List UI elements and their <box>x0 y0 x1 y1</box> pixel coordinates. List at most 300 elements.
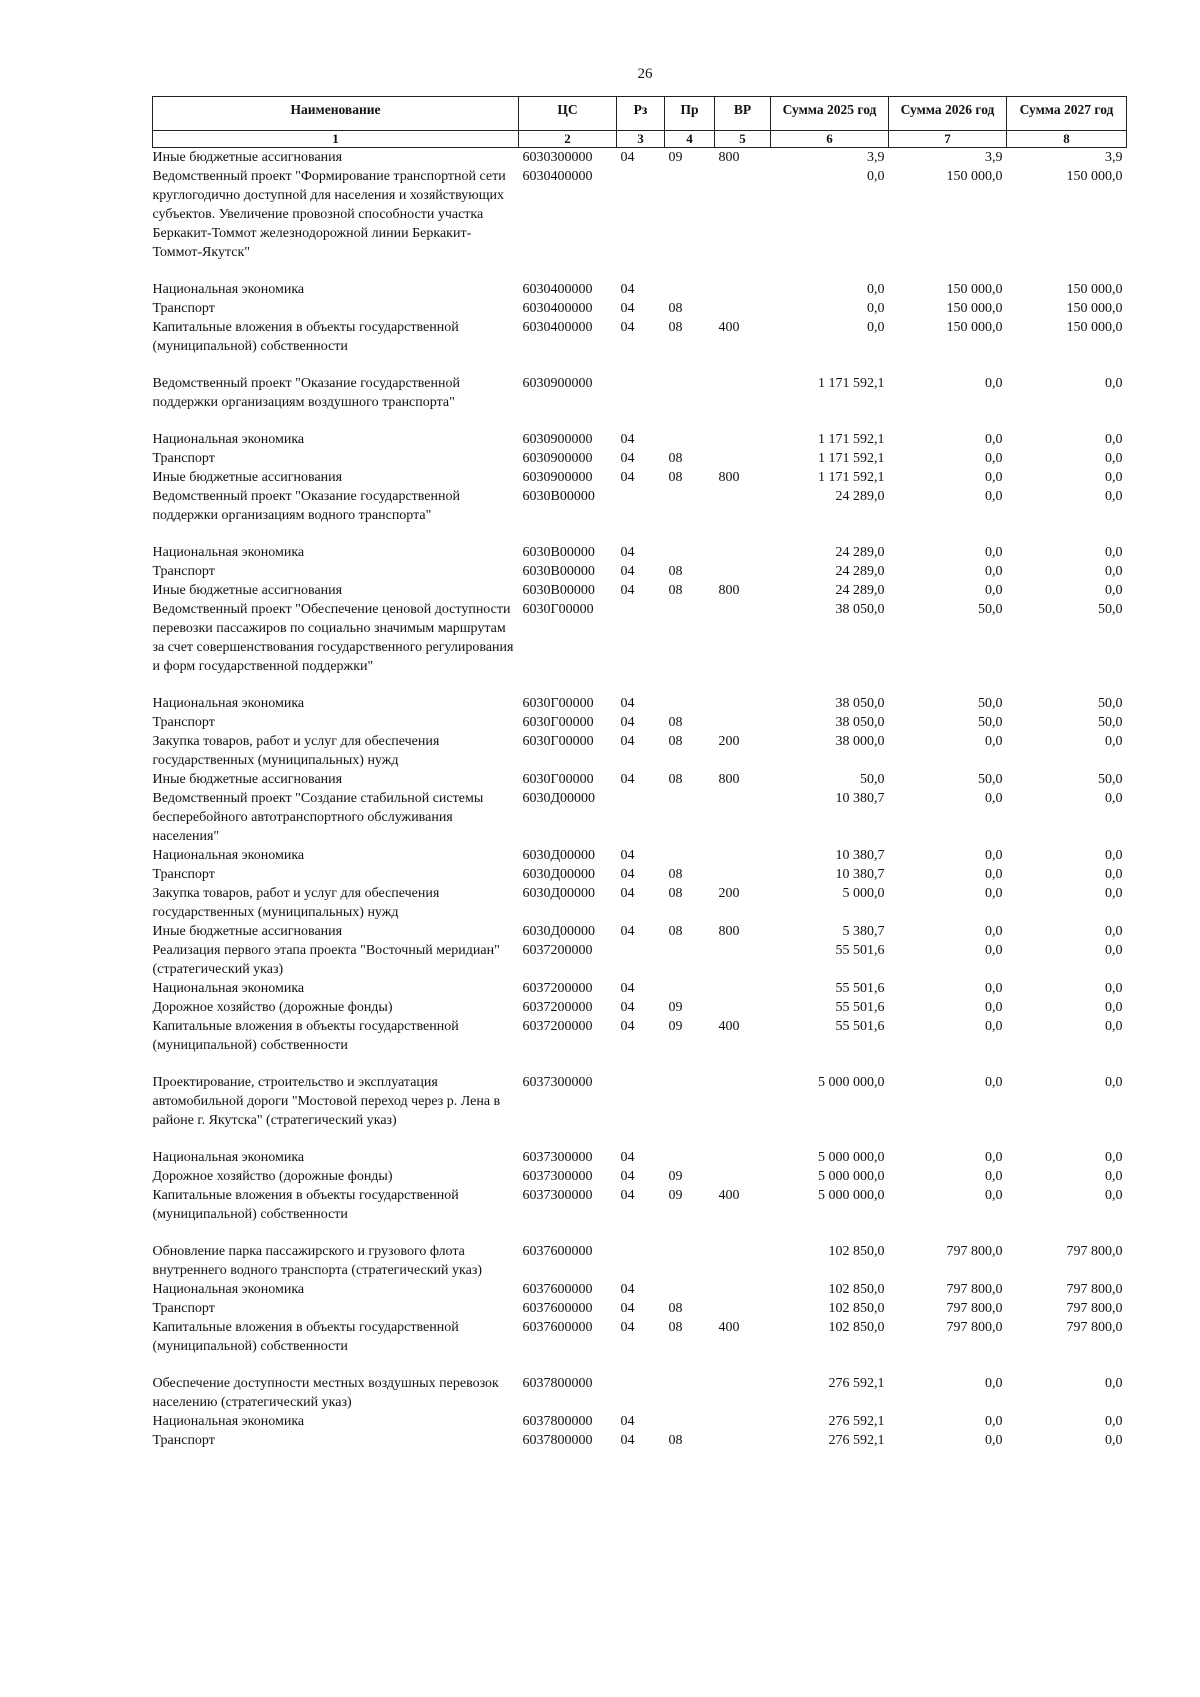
row-pr-code <box>665 941 715 979</box>
header-rz: Рз <box>617 97 665 131</box>
row-vr-code: 800 <box>718 470 740 485</box>
row-vr-code <box>715 1280 771 1299</box>
row-name: Капитальные вложения в объекты государственной (муниципальной) собственности <box>152 1320 459 1354</box>
row-sum-2027: 0,0 <box>1105 1000 1123 1015</box>
row-rz-code <box>617 1374 665 1412</box>
header-cs: ЦС <box>519 97 617 131</box>
table-row <box>153 600 1127 694</box>
row-sum-2027: 0,0 <box>1105 1150 1123 1165</box>
row-pr-code <box>665 1280 715 1299</box>
row-sum-2025: 10 380,7 <box>835 848 885 863</box>
row-cs-code: 6037800000 <box>522 1433 593 1448</box>
row-vr-code: 800 <box>718 583 740 598</box>
row-sum-2025: 5 000,0 <box>842 886 885 901</box>
row-sum-2026: 0,0 <box>985 981 1003 996</box>
row-sum-2027: 0,0 <box>1105 734 1123 749</box>
row-pr-code: 09 <box>668 1169 683 1184</box>
header-sum-2026: Сумма 2026 год <box>889 97 1007 131</box>
row-sum-2026: 0,0 <box>985 943 1003 958</box>
row-sum-2025: 24 289,0 <box>835 564 885 579</box>
row-sum-2025: 5 380,7 <box>842 924 885 939</box>
row-pr-code <box>665 374 715 430</box>
row-name: Транспорт <box>152 564 215 579</box>
row-name: Национальная экономика <box>152 696 305 711</box>
row-cs-code: 6030Г00000 <box>522 602 594 617</box>
table-row <box>153 1242 1127 1280</box>
row-rz-code <box>617 167 665 280</box>
row-pr-code: 08 <box>668 564 683 579</box>
row-pr-code: 09 <box>668 1019 683 1034</box>
row-cs-code: 6037600000 <box>522 1244 593 1259</box>
row-pr-code <box>665 1374 715 1412</box>
row-sum-2025: 102 850,0 <box>828 1282 885 1297</box>
table-row <box>153 1186 1127 1242</box>
row-name: Ведомственный проект "Оказание государственной поддержки организациям воздушного транспорта" <box>152 376 461 410</box>
table-row <box>153 998 1127 1017</box>
row-sum-2025: 24 289,0 <box>835 489 885 504</box>
row-sum-2025: 0,0 <box>867 301 885 316</box>
row-name: Иные бюджетные ассигнования <box>152 470 343 485</box>
row-cs-code: 6037200000 <box>522 1000 593 1015</box>
row-pr-code: 08 <box>668 1320 683 1335</box>
row-cs-code: 6030В00000 <box>522 583 595 598</box>
row-sum-2026: 0,0 <box>985 1376 1003 1391</box>
row-sum-2026: 0,0 <box>985 376 1003 391</box>
column-number-row <box>153 131 1127 148</box>
row-sum-2027: 50,0 <box>1098 772 1123 787</box>
row-sum-2026: 0,0 <box>985 564 1003 579</box>
table-row <box>153 1073 1127 1148</box>
row-sum-2026: 0,0 <box>985 545 1003 560</box>
row-rz-code <box>617 1073 665 1148</box>
row-name: Национальная экономика <box>152 981 305 996</box>
row-rz-code: 04 <box>620 301 635 316</box>
row-pr-code <box>665 1412 715 1431</box>
column-number: 5 <box>715 131 771 148</box>
row-sum-2027: 150 000,0 <box>1066 301 1123 316</box>
row-cs-code: 6030Г00000 <box>522 772 594 787</box>
row-sum-2027: 0,0 <box>1105 432 1123 447</box>
row-sum-2026: 0,0 <box>985 1019 1003 1034</box>
row-cs-code: 6037200000 <box>522 943 593 958</box>
row-name: Национальная экономика <box>152 848 305 863</box>
row-rz-code: 04 <box>620 696 635 711</box>
column-number: 1 <box>153 131 519 148</box>
row-sum-2027: 150 000,0 <box>1066 169 1123 184</box>
row-sum-2027: 0,0 <box>1105 886 1123 901</box>
row-sum-2027: 3,9 <box>1105 150 1123 165</box>
row-sum-2025: 102 850,0 <box>828 1320 885 1335</box>
row-rz-code: 04 <box>620 867 635 882</box>
column-number: 2 <box>519 131 617 148</box>
table-row <box>153 865 1127 884</box>
row-sum-2026: 0,0 <box>985 470 1003 485</box>
row-vr-code <box>715 979 771 998</box>
row-pr-code: 08 <box>668 867 683 882</box>
row-name: Проектирование, строительство и эксплуатация автомобильной дороги "Мостовой переход через р. Лена в районе г. Якутска" (стратегический указ) <box>152 1075 501 1128</box>
row-sum-2027: 50,0 <box>1098 715 1123 730</box>
row-sum-2025: 38 050,0 <box>835 715 885 730</box>
row-sum-2025: 55 501,6 <box>835 943 885 958</box>
row-rz-code: 04 <box>620 470 635 485</box>
row-vr-code <box>715 998 771 1017</box>
row-rz-code: 04 <box>620 1150 635 1165</box>
row-cs-code: 6037200000 <box>522 1019 593 1034</box>
row-sum-2027: 0,0 <box>1105 1019 1123 1034</box>
row-pr-code: 08 <box>668 924 683 939</box>
row-pr-code: 08 <box>668 301 683 316</box>
row-cs-code: 6030300000 <box>522 150 593 165</box>
header-sum-2025: Сумма 2025 год <box>771 97 889 131</box>
row-sum-2025: 10 380,7 <box>835 791 885 806</box>
row-rz-code: 04 <box>620 150 635 165</box>
row-cs-code: 6037600000 <box>522 1301 593 1316</box>
header-pr: Пр <box>665 97 715 131</box>
row-vr-code <box>715 1073 771 1148</box>
row-sum-2027: 0,0 <box>1105 943 1123 958</box>
row-sum-2026: 797 800,0 <box>946 1282 1003 1297</box>
column-number: 8 <box>1007 131 1127 148</box>
row-rz-code <box>617 374 665 430</box>
row-cs-code: 6037600000 <box>522 1282 593 1297</box>
row-sum-2025: 24 289,0 <box>835 545 885 560</box>
row-cs-code: 6030В00000 <box>522 545 595 560</box>
row-sum-2027: 797 800,0 <box>1066 1301 1123 1316</box>
row-rz-code: 04 <box>620 564 635 579</box>
header-sum-2027: Сумма 2027 год <box>1007 97 1127 131</box>
row-sum-2027: 797 800,0 <box>1066 1244 1123 1259</box>
row-sum-2026: 0,0 <box>985 791 1003 806</box>
column-number: 6 <box>771 131 889 148</box>
row-name: Транспорт <box>152 451 215 466</box>
row-cs-code: 6030Д00000 <box>522 924 596 939</box>
row-sum-2026: 0,0 <box>985 1000 1003 1015</box>
row-vr-code <box>715 1374 771 1412</box>
row-sum-2027: 0,0 <box>1105 489 1123 504</box>
table-row <box>153 922 1127 941</box>
row-rz-code: 04 <box>620 451 635 466</box>
row-cs-code: 6037800000 <box>522 1414 593 1429</box>
row-sum-2026: 0,0 <box>985 867 1003 882</box>
row-sum-2027: 150 000,0 <box>1066 320 1123 335</box>
table-row <box>153 941 1127 979</box>
row-pr-code <box>665 167 715 280</box>
row-sum-2026: 0,0 <box>985 451 1003 466</box>
row-vr-code: 800 <box>718 150 740 165</box>
row-sum-2027: 0,0 <box>1105 1169 1123 1184</box>
row-name: Ведомственный проект "Создание стабильной системы бесперебойного автотранспортного обслуживания населения" <box>152 791 484 844</box>
row-cs-code: 6030В00000 <box>522 564 595 579</box>
table-row <box>153 449 1127 468</box>
row-rz-code: 04 <box>620 1282 635 1297</box>
row-cs-code: 6030400000 <box>522 169 593 184</box>
row-cs-code: 6030Г00000 <box>522 696 594 711</box>
row-name: Ведомственный проект "Обеспечение ценовой доступности перевозки пассажиров по социально значимым маршрутам за счет совершенствования государственного регулирования и форм государственной поддержки" <box>152 602 514 674</box>
row-sum-2026: 0,0 <box>985 489 1003 504</box>
row-sum-2025: 1 171 592,1 <box>818 451 885 466</box>
row-sum-2025: 3,9 <box>867 150 885 165</box>
table-row <box>153 713 1127 732</box>
row-sum-2025: 0,0 <box>867 282 885 297</box>
row-vr-code <box>715 694 771 713</box>
table-row <box>153 732 1127 770</box>
row-sum-2026: 0,0 <box>985 886 1003 901</box>
row-sum-2027: 150 000,0 <box>1066 282 1123 297</box>
row-pr-code: 08 <box>668 1433 683 1448</box>
row-cs-code: 6030В00000 <box>522 489 595 504</box>
row-sum-2026: 797 800,0 <box>946 1244 1003 1259</box>
row-rz-code <box>617 600 665 694</box>
header-vr: ВР <box>715 97 771 131</box>
row-sum-2027: 0,0 <box>1105 376 1123 391</box>
table-row <box>153 884 1127 922</box>
row-name: Иные бюджетные ассигнования <box>152 583 343 598</box>
row-pr-code <box>665 1148 715 1167</box>
table-row <box>153 1431 1127 1450</box>
row-cs-code: 6037800000 <box>522 1376 593 1391</box>
table-row <box>153 789 1127 846</box>
row-sum-2025: 55 501,6 <box>835 1019 885 1034</box>
table-row <box>153 1374 1127 1412</box>
header-name: Наименование <box>153 97 519 131</box>
row-vr-code: 400 <box>718 1320 740 1335</box>
table-row <box>153 487 1127 543</box>
row-sum-2025: 5 000 000,0 <box>818 1169 885 1184</box>
row-sum-2026: 0,0 <box>985 1169 1003 1184</box>
row-sum-2027: 0,0 <box>1105 1433 1123 1448</box>
row-cs-code: 6030900000 <box>522 432 593 447</box>
row-cs-code: 6030400000 <box>522 282 593 297</box>
row-rz-code: 04 <box>620 734 635 749</box>
row-pr-code: 09 <box>668 1000 683 1015</box>
row-name: Обеспечение доступности местных воздушных перевозок населению (стратегический указ) <box>152 1376 499 1410</box>
row-vr-code <box>715 1299 771 1318</box>
row-rz-code: 04 <box>620 1301 635 1316</box>
row-sum-2027: 0,0 <box>1105 545 1123 560</box>
row-sum-2025: 276 592,1 <box>828 1414 885 1429</box>
row-sum-2026: 797 800,0 <box>946 1320 1003 1335</box>
table-row <box>153 581 1127 600</box>
row-sum-2026: 0,0 <box>985 1188 1003 1203</box>
row-cs-code: 6037200000 <box>522 981 593 996</box>
row-vr-code <box>715 1148 771 1167</box>
row-vr-code <box>715 846 771 865</box>
row-sum-2025: 38 050,0 <box>835 696 885 711</box>
row-vr-code <box>715 1167 771 1186</box>
row-vr-code <box>715 280 771 299</box>
row-rz-code: 04 <box>620 772 635 787</box>
row-rz-code: 04 <box>620 1188 635 1203</box>
row-sum-2025: 102 850,0 <box>828 1301 885 1316</box>
row-sum-2026: 3,9 <box>985 150 1003 165</box>
row-rz-code: 04 <box>620 320 635 335</box>
column-number: 7 <box>889 131 1007 148</box>
row-pr-code: 08 <box>668 583 683 598</box>
row-cs-code: 6030Г00000 <box>522 715 594 730</box>
row-cs-code: 6037300000 <box>522 1150 593 1165</box>
row-rz-code: 04 <box>620 1000 635 1015</box>
row-pr-code <box>665 543 715 562</box>
table-row <box>153 280 1127 299</box>
row-vr-code <box>715 713 771 732</box>
row-name: Национальная экономика <box>152 282 305 297</box>
row-pr-code <box>665 789 715 846</box>
row-pr-code: 09 <box>668 1188 683 1203</box>
row-rz-code <box>617 941 665 979</box>
row-pr-code <box>665 430 715 449</box>
row-vr-code <box>715 1431 771 1450</box>
row-rz-code <box>617 487 665 543</box>
row-vr-code <box>715 562 771 581</box>
row-rz-code: 04 <box>620 1433 635 1448</box>
table-row <box>153 430 1127 449</box>
row-sum-2025: 5 000 000,0 <box>818 1188 885 1203</box>
row-rz-code: 04 <box>620 981 635 996</box>
row-cs-code: 6030400000 <box>522 301 593 316</box>
row-vr-code <box>715 167 771 280</box>
row-name: Транспорт <box>152 1433 215 1448</box>
row-vr-code <box>715 543 771 562</box>
row-name: Национальная экономика <box>152 1282 305 1297</box>
row-cs-code: 6030900000 <box>522 451 593 466</box>
row-name: Реализация первого этапа проекта "Восточный меридиан" (стратегический указ) <box>152 943 500 977</box>
row-vr-code <box>715 374 771 430</box>
row-rz-code: 04 <box>620 886 635 901</box>
row-sum-2025: 55 501,6 <box>835 981 885 996</box>
row-pr-code: 08 <box>668 734 683 749</box>
table-row <box>153 1167 1127 1186</box>
row-name: Дорожное хозяйство (дорожные фонды) <box>152 1000 393 1015</box>
row-rz-code: 04 <box>620 583 635 598</box>
row-sum-2027: 50,0 <box>1098 602 1123 617</box>
row-sum-2026: 0,0 <box>985 924 1003 939</box>
row-rz-code: 04 <box>620 282 635 297</box>
table-row <box>153 148 1127 168</box>
row-sum-2026: 797 800,0 <box>946 1301 1003 1316</box>
row-pr-code <box>665 600 715 694</box>
row-sum-2025: 38 000,0 <box>835 734 885 749</box>
row-pr-code: 08 <box>668 320 683 335</box>
row-pr-code: 08 <box>668 470 683 485</box>
row-sum-2027: 0,0 <box>1105 848 1123 863</box>
table-row <box>153 1318 1127 1374</box>
row-pr-code <box>665 1242 715 1280</box>
row-rz-code <box>617 1242 665 1280</box>
row-vr-code: 400 <box>718 1188 740 1203</box>
row-name: Транспорт <box>152 1301 215 1316</box>
row-cs-code: 6030Д00000 <box>522 886 596 901</box>
row-cs-code: 6030900000 <box>522 470 593 485</box>
row-sum-2027: 50,0 <box>1098 696 1123 711</box>
row-pr-code: 08 <box>668 451 683 466</box>
row-rz-code: 04 <box>620 1169 635 1184</box>
row-sum-2027: 0,0 <box>1105 981 1123 996</box>
row-name: Иные бюджетные ассигнования <box>152 150 343 165</box>
table-row <box>153 318 1127 374</box>
row-cs-code: 6037300000 <box>522 1075 593 1090</box>
row-cs-code: 6030400000 <box>522 320 593 335</box>
row-sum-2026: 0,0 <box>985 1150 1003 1165</box>
row-sum-2026: 50,0 <box>978 772 1003 787</box>
row-pr-code: 09 <box>668 150 683 165</box>
row-pr-code <box>665 1073 715 1148</box>
row-sum-2026: 0,0 <box>985 583 1003 598</box>
row-sum-2026: 150 000,0 <box>946 320 1003 335</box>
row-pr-code: 08 <box>668 772 683 787</box>
row-vr-code <box>715 430 771 449</box>
row-sum-2026: 50,0 <box>978 602 1003 617</box>
row-vr-code <box>715 487 771 543</box>
row-vr-code <box>715 1412 771 1431</box>
row-vr-code <box>715 865 771 884</box>
row-name: Транспорт <box>152 867 215 882</box>
table-row <box>153 167 1127 280</box>
row-name: Транспорт <box>152 301 215 316</box>
row-sum-2025: 10 380,7 <box>835 867 885 882</box>
table-row <box>153 694 1127 713</box>
row-rz-code: 04 <box>620 432 635 447</box>
row-sum-2025: 1 171 592,1 <box>818 432 885 447</box>
table-row <box>153 770 1127 789</box>
row-name: Иные бюджетные ассигнования <box>152 924 343 939</box>
row-vr-code: 400 <box>718 1019 740 1034</box>
row-sum-2027: 0,0 <box>1105 791 1123 806</box>
row-pr-code <box>665 487 715 543</box>
table-row <box>153 1412 1127 1431</box>
row-cs-code: 6037300000 <box>522 1169 593 1184</box>
row-vr-code: 400 <box>718 320 740 335</box>
row-rz-code: 04 <box>620 924 635 939</box>
row-sum-2025: 102 850,0 <box>828 1244 885 1259</box>
budget-table <box>152 96 1127 1450</box>
row-name: Транспорт <box>152 715 215 730</box>
row-vr-code: 800 <box>718 772 740 787</box>
row-pr-code <box>665 979 715 998</box>
row-cs-code: 6030Д00000 <box>522 867 596 882</box>
row-sum-2025: 1 171 592,1 <box>818 470 885 485</box>
row-rz-code: 04 <box>620 715 635 730</box>
row-name: Национальная экономика <box>152 1414 305 1429</box>
row-sum-2026: 0,0 <box>985 1075 1003 1090</box>
row-name: Национальная экономика <box>152 545 305 560</box>
row-sum-2027: 0,0 <box>1105 867 1123 882</box>
row-name: Иные бюджетные ассигнования <box>152 772 343 787</box>
row-name: Капитальные вложения в объекты государственной (муниципальной) собственности <box>152 1188 459 1222</box>
row-sum-2027: 0,0 <box>1105 1075 1123 1090</box>
row-sum-2025: 0,0 <box>867 169 885 184</box>
row-sum-2027: 0,0 <box>1105 1188 1123 1203</box>
row-sum-2026: 0,0 <box>985 1433 1003 1448</box>
row-rz-code <box>617 789 665 846</box>
row-name: Капитальные вложения в объекты государственной (муниципальной) собственности <box>152 1019 459 1053</box>
row-name: Дорожное хозяйство (дорожные фонды) <box>152 1169 393 1184</box>
row-cs-code: 6030Г00000 <box>522 734 594 749</box>
row-sum-2025: 0,0 <box>867 320 885 335</box>
row-vr-code <box>715 600 771 694</box>
table-row <box>153 1017 1127 1073</box>
row-name: Национальная экономика <box>152 1150 305 1165</box>
row-rz-code: 04 <box>620 1414 635 1429</box>
row-vr-code <box>715 449 771 468</box>
row-vr-code <box>715 941 771 979</box>
row-sum-2026: 150 000,0 <box>946 301 1003 316</box>
row-pr-code <box>665 280 715 299</box>
row-sum-2025: 5 000 000,0 <box>818 1075 885 1090</box>
row-name: Ведомственный проект "Формирование транспортной сети круглогодично доступной для населения и хозяйствующих субъектов. Увеличение провозной способности участка Беркакит-Томмот железнодорожной линии Беркакит-Томмот-Якутск" <box>152 169 506 260</box>
row-rz-code: 04 <box>620 545 635 560</box>
table-row <box>153 1280 1127 1299</box>
column-number: 4 <box>665 131 715 148</box>
